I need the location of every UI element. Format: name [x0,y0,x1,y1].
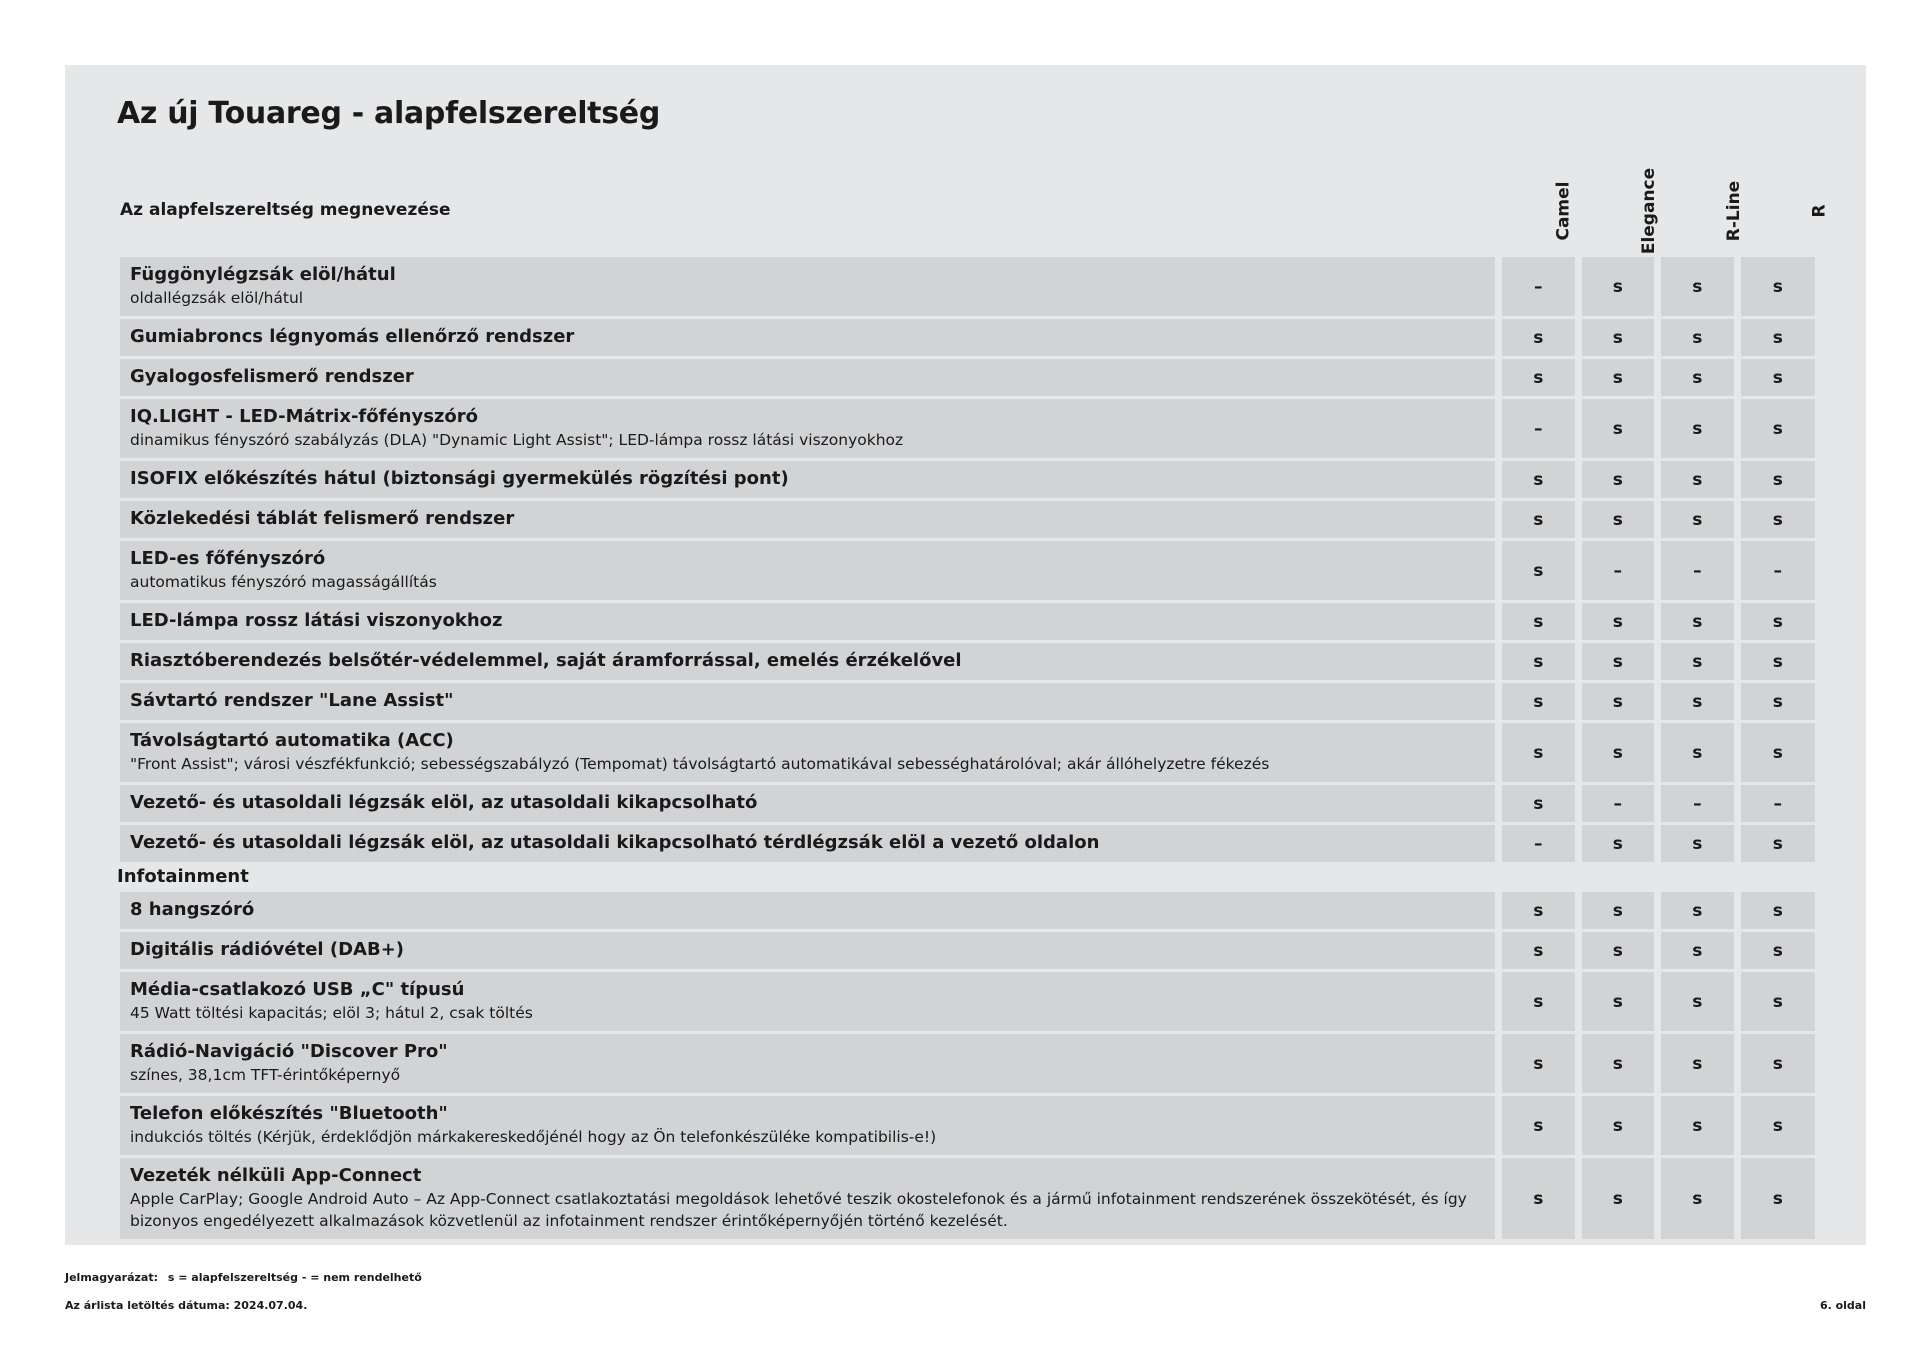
availability-cell: s [1582,257,1655,316]
availability-cell: s [1661,683,1734,720]
availability-cell: – [1582,541,1655,600]
feature-cell [120,1034,1495,1093]
feature-name: Vezető- és utasoldali légzsák elöl, az utasoldali kikapcsolható térdlégzsák elöl a vezető oldalon [130,832,1100,853]
feature-cell [120,932,1495,969]
availability-cell: s [1502,1034,1575,1093]
feature-name: Rádió-Navigáció "Discover Pro" [130,1041,448,1062]
feature-cell [120,892,1495,929]
availability-cell: s [1502,541,1575,600]
availability-cell: s [1661,825,1734,862]
availability-cell: s [1661,461,1734,498]
availability-cell: s [1502,461,1575,498]
availability-cell: s [1661,932,1734,969]
feature-name: LED-lámpa rossz látási viszonyokhoz [130,610,503,631]
table-row [120,603,1815,640]
table-row [120,825,1815,862]
availability-cell: s [1661,723,1734,782]
availability-cell: s [1741,723,1815,782]
content-panel [65,65,1866,1245]
table-row [120,683,1815,720]
availability-cell: s [1582,1158,1655,1239]
table-row [120,501,1815,538]
availability-cell: s [1502,723,1575,782]
feature-name: Gumiabroncs légnyomás ellenőrző rendszer [130,326,575,347]
variant-header-elegance: Elegance [1639,167,1660,254]
availability-cell: – [1741,541,1815,600]
availability-cell: s [1502,501,1575,538]
feature-cell [120,1096,1495,1155]
feature-cell [120,461,1495,498]
availability-cell: s [1582,399,1655,458]
column-label: Az alapfelszereltség megnevezése [120,200,451,220]
feature-description: Apple CarPlay; Google Android Auto – Az App-Connect csatlakoztatási megoldások lehetővé teszik okostelefonok és a jármű infotainment rendszerének összekötését, és így bizonyos engedélyezett alkalmazások közvetlenül az infotainment rendszer érintőképernyőjén történő kezelését. [130,1190,1467,1230]
availability-cell: s [1741,501,1815,538]
availability-cell: s [1502,1158,1575,1239]
feature-cell [120,723,1495,782]
feature-name: ISOFIX előkészítés hátul (biztonsági gyermekülés rögzítési pont) [130,468,789,489]
availability-cell: s [1502,643,1575,680]
availability-cell: s [1741,257,1815,316]
availability-cell: – [1502,257,1575,316]
download-date: Az árlista letöltés dátuma: 2024.07.04. [65,1299,308,1312]
table-row [120,257,1815,316]
feature-cell [120,319,1495,356]
availability-cell: s [1741,892,1815,929]
availability-cell: s [1502,603,1575,640]
table-row [120,785,1815,822]
availability-cell: s [1661,319,1734,356]
feature-name: Sávtartó rendszer "Lane Assist" [130,690,454,711]
availability-cell: s [1582,359,1655,396]
availability-cell: s [1741,932,1815,969]
availability-cell: s [1502,785,1575,822]
availability-cell: s [1741,461,1815,498]
availability-cell: s [1582,501,1655,538]
equipment-table [117,257,1815,1242]
feature-cell [120,785,1495,822]
availability-cell: s [1741,1034,1815,1093]
table-row [120,319,1815,356]
feature-name: Közlekedési táblát felismerő rendszer [130,508,515,529]
table-row [120,399,1815,458]
availability-cell: – [1502,825,1575,862]
feature-cell [120,972,1495,1031]
feature-description: oldallégzsák elöl/hátul [130,289,304,307]
feature-cell [120,541,1495,600]
availability-cell: s [1582,461,1655,498]
availability-cell: s [1661,257,1734,316]
table-row [120,643,1815,680]
availability-cell: s [1661,359,1734,396]
availability-cell: s [1502,1096,1575,1155]
availability-cell: s [1661,399,1734,458]
table-row [120,723,1815,782]
feature-cell [120,825,1495,862]
availability-cell: s [1502,683,1575,720]
feature-cell [120,683,1495,720]
table-row [120,892,1815,929]
feature-description: dinamikus fényszóró szabályzás (DLA) "Dynamic Light Assist"; LED-lámpa rossz látási viszonyokhoz [130,431,904,449]
feature-name: LED-es főfényszóró [130,548,326,569]
availability-cell: – [1582,785,1655,822]
availability-cell: s [1661,501,1734,538]
feature-name: Vezeték nélküli App-Connect [130,1165,422,1186]
feature-cell [120,501,1495,538]
availability-cell: s [1582,972,1655,1031]
feature-name: Telefon előkészítés "Bluetooth" [130,1103,448,1124]
availability-cell: s [1661,892,1734,929]
availability-cell: s [1582,723,1655,782]
feature-description: "Front Assist"; városi vészfékfunkció; sebességszabályzó (Tempomat) távolságtartó automatikával sebességhatárolóval; akár állóhelyzetre fékezés [130,755,1270,773]
availability-cell: s [1502,319,1575,356]
feature-name: Távolságtartó automatika (ACC) [130,730,454,751]
feature-cell [120,359,1495,396]
feature-description: automatikus fényszóró magasságállítás [130,573,437,591]
availability-cell: s [1661,1096,1734,1155]
availability-cell: s [1582,683,1655,720]
availability-cell: s [1741,1096,1815,1155]
table-row [120,932,1815,969]
feature-name: Média-csatlakozó USB „C" típusú [130,979,465,1000]
table-row [120,359,1815,396]
feature-name: 8 hangszóró [130,899,255,920]
availability-cell: s [1661,1034,1734,1093]
table-row [120,972,1815,1031]
availability-cell: s [1661,972,1734,1031]
table-row [120,1158,1815,1239]
feature-description: színes, 38,1cm TFT-érintőképernyő [130,1066,401,1084]
feature-name: Riasztóberendezés belsőtér-védelemmel, saját áramforrással, emelés érzékelővel [130,650,962,671]
feature-cell [120,643,1495,680]
availability-cell: – [1661,785,1734,822]
feature-name: Gyalogosfelismerő rendszer [130,366,414,387]
feature-name: Digitális rádióvétel (DAB+) [130,939,404,960]
legend [65,1271,422,1284]
legend-prefix: Jelmagyarázat: [65,1271,159,1284]
feature-cell [120,603,1495,640]
availability-cell: s [1582,892,1655,929]
availability-cell: s [1741,643,1815,680]
feature-name: Vezető- és utasoldali légzsák elöl, az utasoldali kikapcsolható [130,792,758,813]
availability-cell: s [1741,683,1815,720]
availability-cell: s [1741,603,1815,640]
availability-cell: – [1502,399,1575,458]
page-number: 6. oldal [1819,1299,1866,1312]
table-row [120,541,1815,600]
availability-cell: s [1582,932,1655,969]
legend-text: s = alapfelszereltség - = nem rendelhető [167,1271,422,1284]
availability-cell: s [1582,825,1655,862]
variant-header-r-line: R-Line [1724,180,1745,241]
section-heading: Infotainment [117,866,249,887]
availability-cell: s [1661,603,1734,640]
availability-cell: s [1741,319,1815,356]
feature-description: 45 Watt töltési kapacitás; elöl 3; hátul 2, csak töltés [130,1004,533,1022]
feature-name: Függönylégzsák elöl/hátul [130,264,396,285]
feature-cell [120,257,1495,316]
table-row [120,1034,1815,1093]
availability-cell: s [1502,359,1575,396]
availability-cell: s [1582,1096,1655,1155]
availability-cell: s [1582,1034,1655,1093]
availability-cell: s [1661,643,1734,680]
availability-cell: s [1741,825,1815,862]
availability-cell: s [1661,1158,1734,1239]
variant-header-camel: Camel [1554,180,1574,241]
feature-description: indukciós töltés (Kérjük, érdeklődjön márkakereskedőjénél hogy az Ön telefonkészüléke kompatibilis-e!) [130,1128,937,1146]
feature-cell [120,1158,1495,1239]
availability-cell: – [1741,785,1815,822]
availability-cell: s [1582,643,1655,680]
variant-header-r: R [1810,203,1830,218]
table-row [120,461,1815,498]
availability-cell: – [1661,541,1734,600]
availability-cell: s [1741,972,1815,1031]
table-row [120,1096,1815,1155]
availability-cell: s [1582,319,1655,356]
availability-cell: s [1741,359,1815,396]
availability-cell: s [1741,1158,1815,1239]
availability-cell: s [1502,932,1575,969]
availability-cell: s [1502,892,1575,929]
feature-cell [120,399,1495,458]
feature-name: IQ.LIGHT - LED-Mátrix-főfényszóró [130,406,479,427]
availability-cell: s [1502,972,1575,1031]
availability-cell: s [1741,399,1815,458]
page-title: Az új Touareg - alapfelszereltség [117,96,660,131]
availability-cell: s [1582,603,1655,640]
